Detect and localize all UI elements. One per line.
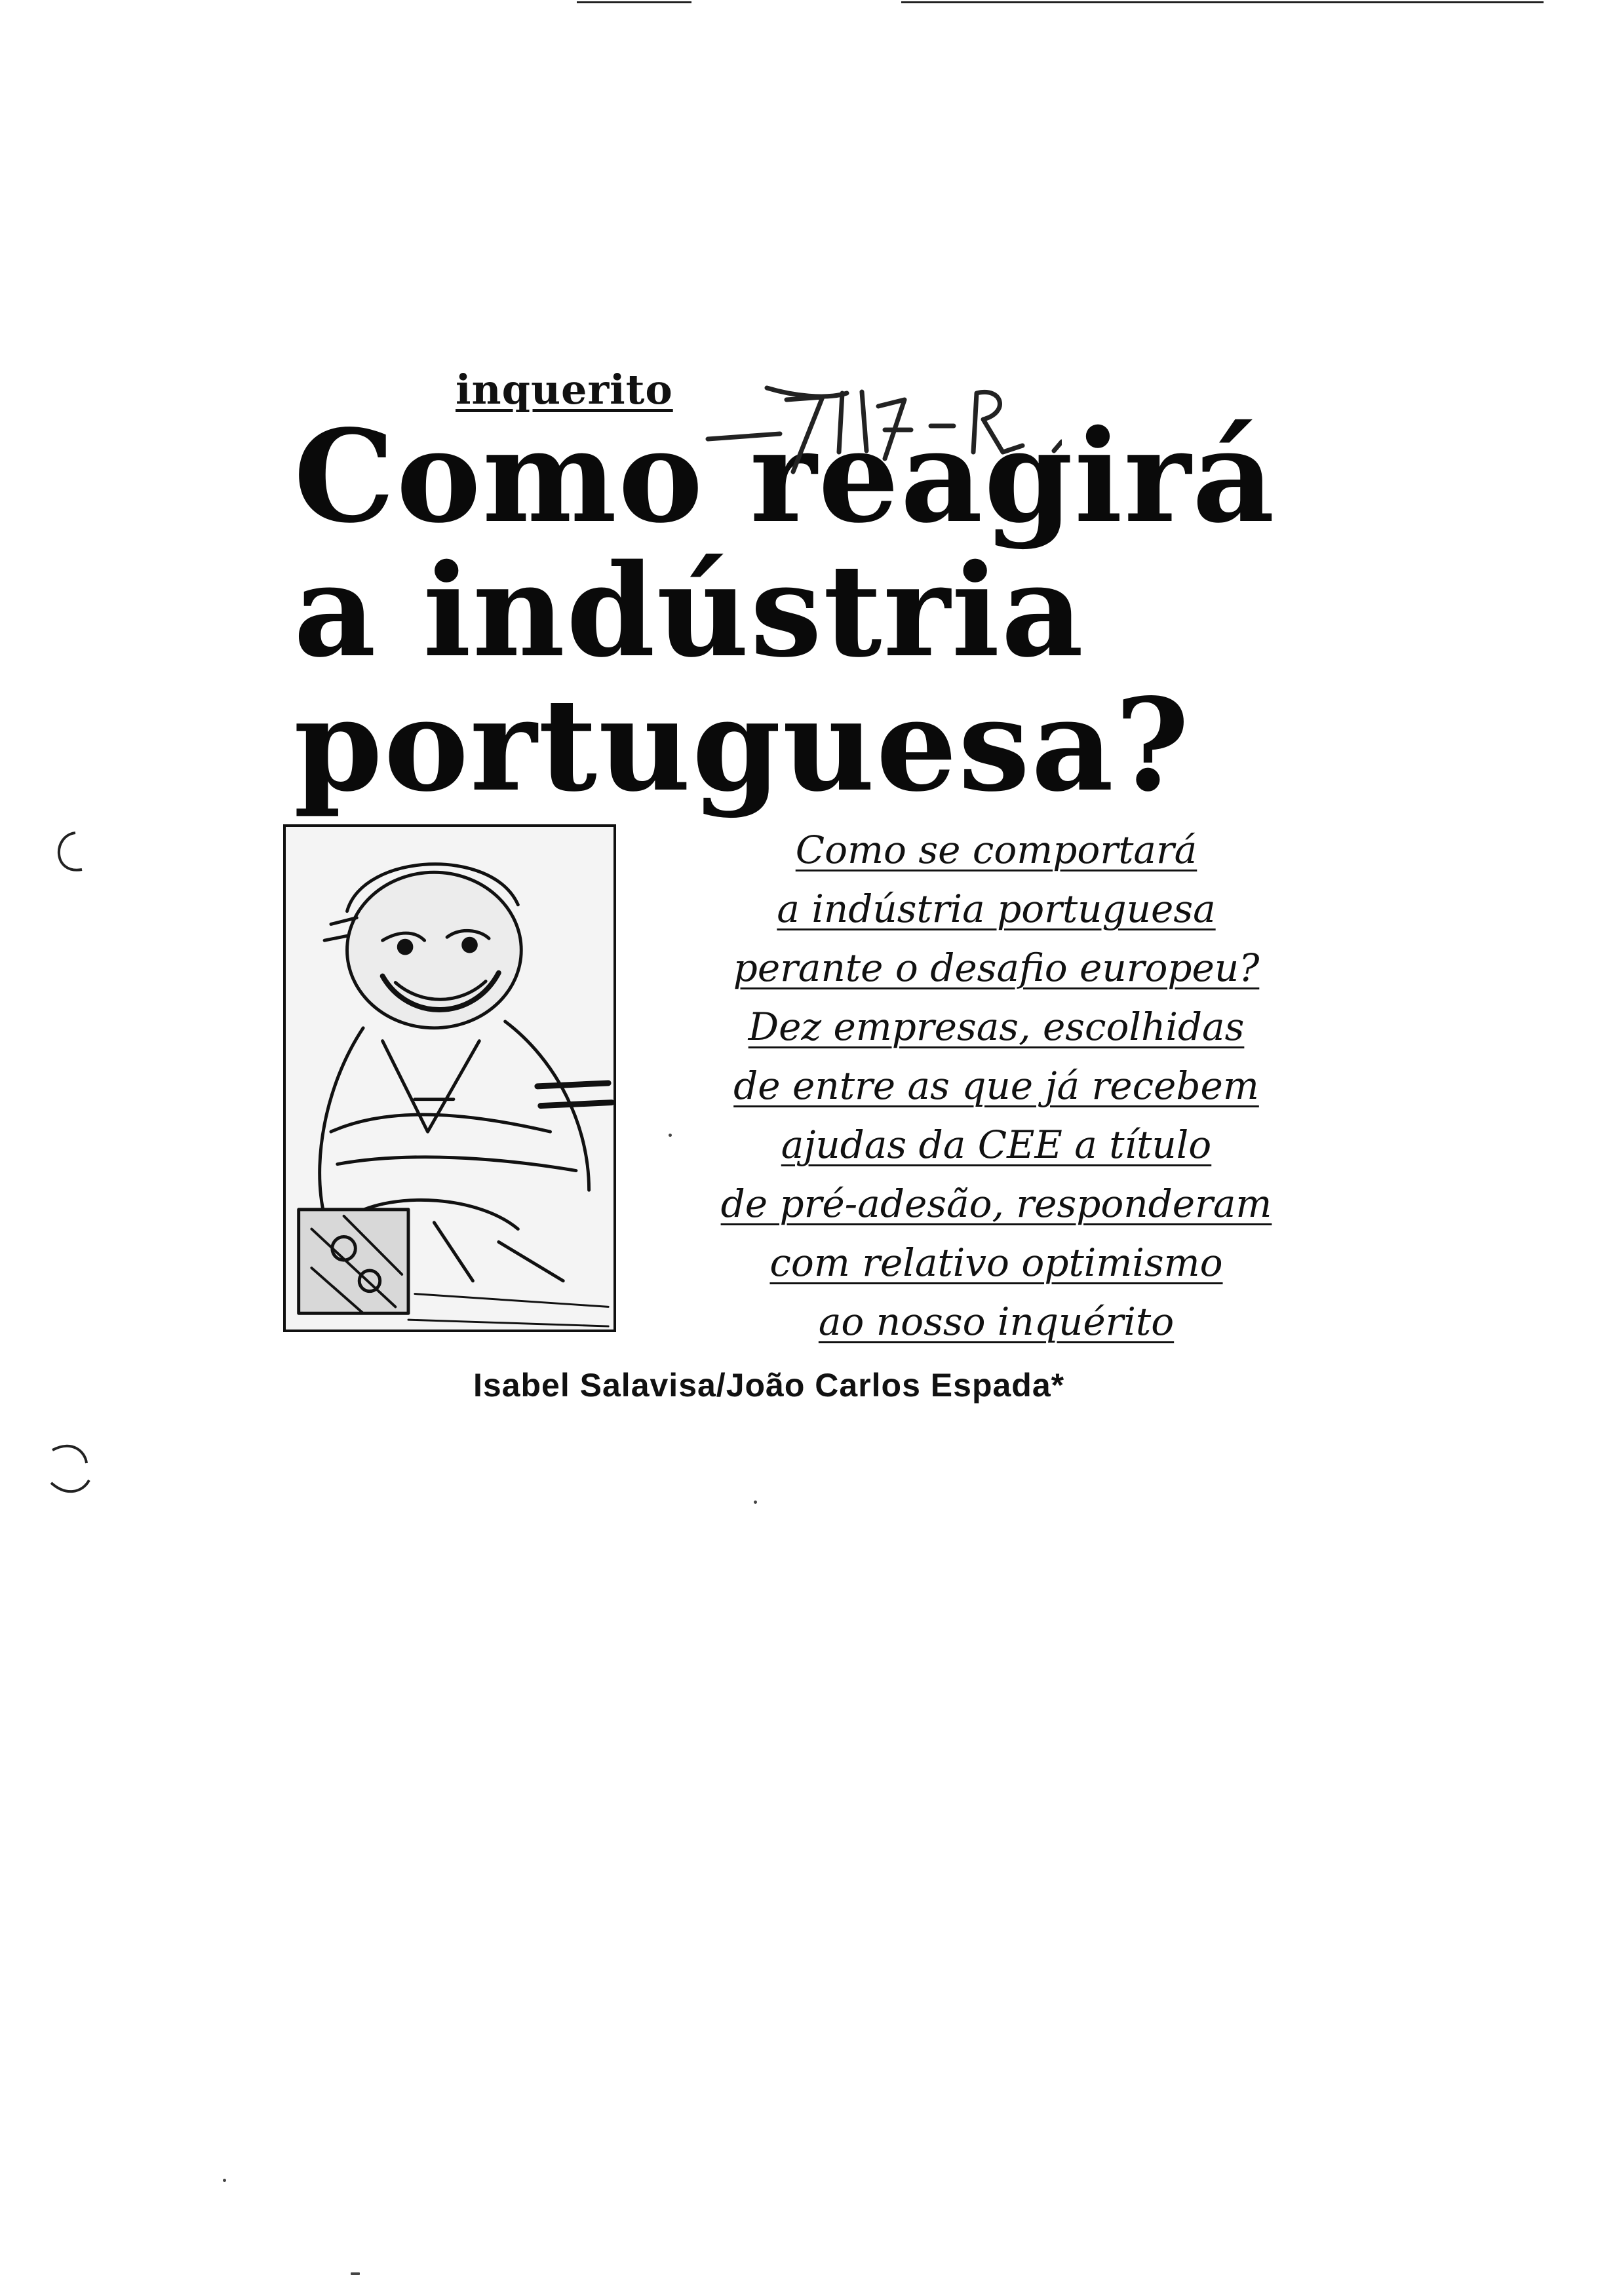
byline: Isabel Salavisa/João Carlos Espada* (473, 1367, 1065, 1404)
cartoon-illustration (283, 824, 616, 1332)
dek-line: ao nosso inquérito (818, 1299, 1175, 1344)
cartoon-figure-icon (286, 827, 613, 1330)
dek-line: a indústria portuguesa (777, 887, 1216, 931)
article-deck (675, 820, 1317, 1351)
headline-line-3: portuguesa? (294, 670, 1191, 820)
punch-hole-mark-bottom (46, 1438, 105, 1504)
dek-line: Como se comportará (795, 828, 1197, 872)
scan-edge-rule-left (577, 1, 691, 3)
headline-line-1: Como reagirá (294, 402, 1276, 551)
scan-speck (669, 1134, 672, 1137)
handwritten-annotation (695, 373, 1062, 505)
scan-speck (223, 2179, 226, 2182)
dek-line: ajudas da CEE a título (781, 1122, 1212, 1167)
section-kicker: inquerito (456, 366, 673, 413)
dek-line: Dez empresas, escolhidas (748, 1004, 1245, 1049)
headline-line-2: a indústria (294, 536, 1085, 685)
dek-line: perante o desafio europeu? (733, 946, 1260, 990)
scan-speck (351, 2272, 360, 2275)
punch-hole-mark-top (46, 829, 92, 881)
scan-edge-rule-right (901, 1, 1544, 3)
scan-speck (754, 1501, 757, 1504)
dek-line: de entre as que já recebem (733, 1063, 1259, 1108)
dek-line: de pré-adesão, responderam (720, 1181, 1272, 1226)
dek-line: com relativo optimismo (769, 1240, 1223, 1285)
